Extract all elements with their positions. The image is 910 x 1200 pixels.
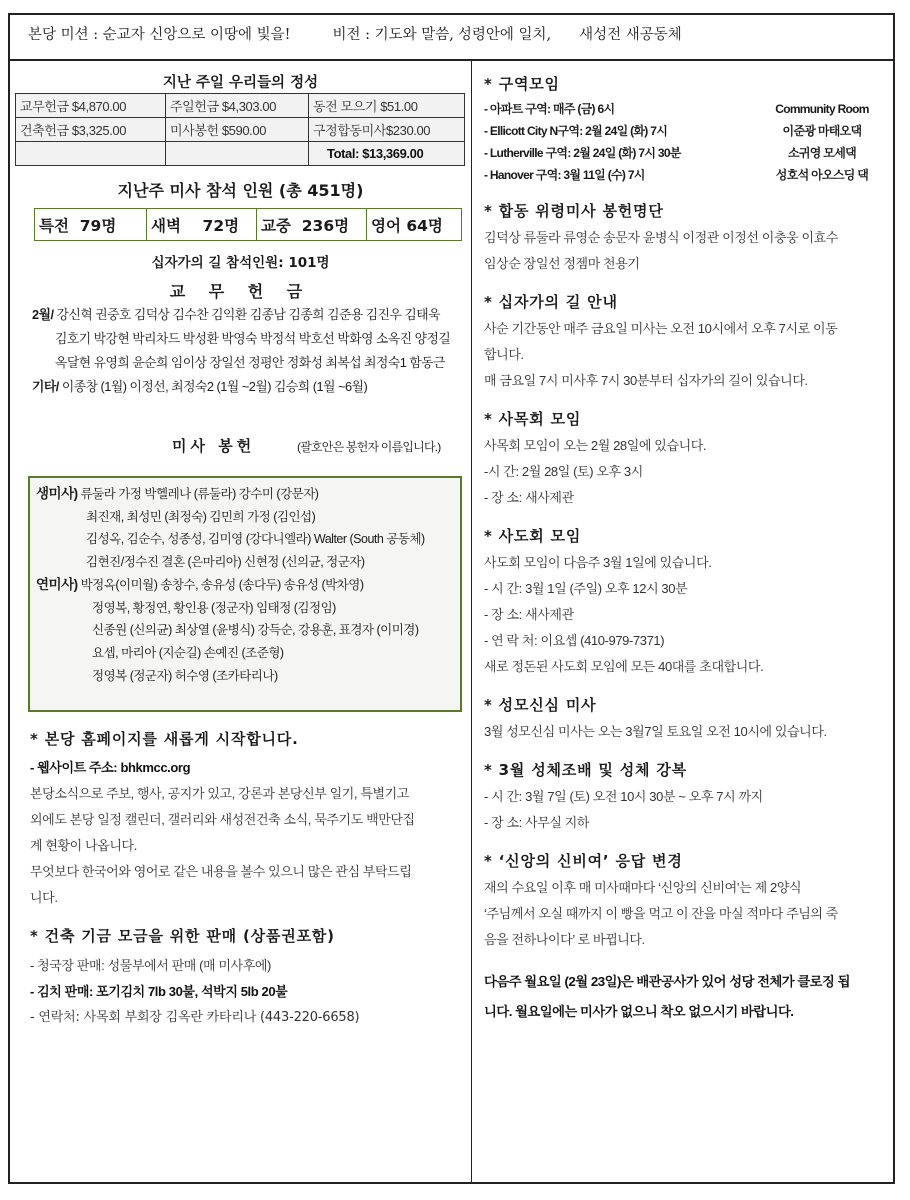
vision-item: 새성전 새공동체: [579, 27, 682, 43]
mystery-of-faith-section: [484, 850, 883, 953]
body-line: 사도회 모임이 다음주 3월 1일에 있습니다.: [484, 555, 712, 570]
table-cell: 주일헌금 $4,303.00: [166, 94, 309, 118]
district-when: - Ellicott City N구역: 2월 24일 (화) 7시: [484, 124, 668, 138]
body-line: 사목회 모임이 오는 2월 28일에 있습니다.: [484, 438, 707, 453]
district-where: Community Room: [775, 102, 869, 116]
left-column: [10, 61, 472, 1182]
body-line: 매 금요일 7시 미사후 7시 30분부터 십자가의 길이 있습니다.: [484, 373, 808, 388]
marian-mass-section: [484, 694, 883, 745]
homepage-section: [10, 728, 471, 911]
mass-line: 김현진/정수진 결혼 (은마리아) 신현정 (신의균, 정군자): [86, 555, 365, 570]
pastoral-council-section: [484, 408, 883, 511]
section-title: * 본당 홈페이지를 새롭게 시작합니다.: [30, 730, 299, 748]
vision-item: 성령안에 일치,: [457, 27, 552, 43]
donor-line: 김호기 박강현 박리차드 박성환 박영숙 박정석 박호선 박화영 소옥진 양정길: [55, 331, 451, 346]
right-column: [472, 61, 893, 1182]
mass-line: 김성옥, 김순수, 성종성, 김미영 (강다니엘라) Walter (South 공동체): [86, 532, 425, 547]
table-cell: 미사봉헌 $590.00: [166, 118, 309, 142]
donor-line: 강신혁 권중호 김덕상 김수찬 김익환 김종남 김종희 김준용 김진우 김태욱: [56, 307, 440, 322]
body-line: - 시 간: 3월 1일 (주일) 오후 12시 30분: [484, 581, 688, 596]
district-when: - 아파트 구역: 매주 (금) 6시: [484, 102, 615, 116]
fundraising-sale-section: [10, 925, 471, 1031]
body-line: 새로 정돈된 사도회 모임에 모든 40대를 초대합니다.: [484, 659, 764, 674]
body-line: - 김치 판매: 포기김치 7lb 30불, 석박지 5lb 20불: [30, 984, 288, 999]
mass-line: 류둘라 가정 박헬레나 (류둘라) 강수미 (강문자): [80, 487, 319, 501]
donor-line: 이종창 (1월) 이정선, 최정숙2 (1월 ~2월) 김승희 (1월 ~6월): [61, 379, 368, 394]
memorial-mass-section: [484, 200, 883, 277]
section-title: * 구역모임: [484, 75, 560, 93]
district-meeting-section: [484, 73, 883, 186]
offering-table: [15, 93, 465, 166]
attendance-cell: [257, 209, 367, 241]
attendance-count: 72명: [202, 216, 240, 235]
website-link[interactable]: - 웹사이트 주소: bhkmcc.org: [30, 760, 191, 775]
attendance-label: 새벽: [151, 216, 181, 235]
body-line: 사순 기간동안 매주 금요일 미사는 오전 10시에서 오후 7시로 이동: [484, 321, 838, 336]
table-row: [16, 142, 465, 166]
donor-line: 옥달현 유영희 윤순희 임이상 장일선 정평안 정화성 최복섭 최정숙1 함동근: [55, 355, 445, 370]
table-cell: 교무헌금 $4,870.00: [16, 94, 166, 118]
month-label: 2월/: [32, 307, 54, 322]
table-cell: 건축헌금 $3,325.00: [16, 118, 166, 142]
body-line: ‘주님께서 오실 때까지 이 빵을 먹고 이 잔을 마실 적마다 주님의 죽: [484, 906, 838, 921]
attendance-cell: [35, 209, 147, 241]
body-line: 본당소식으로 주보, 행사, 공지가 있고, 강론과 본당신부 일기, 특별기고: [30, 786, 409, 801]
mass-line: 정영복, 황정연, 황인용 (정군자) 임태정 (김정임): [92, 600, 336, 615]
living-mass-label: 생미사): [36, 486, 78, 501]
attendance-count: 236명: [301, 216, 350, 235]
table-cell: 동전 모으기 $51.00: [309, 94, 465, 118]
kyomu-title: 교 무 헌 금: [169, 282, 312, 301]
body-line: -시 간: 2월 28일 (토) 오후 3시: [484, 464, 643, 479]
apostolate-section: [484, 525, 883, 680]
attendance-count: 64명: [406, 216, 443, 235]
notice-line: 다음주 월요일 (2월 23일)은 배관공사가 있어 성당 전체가 클로징 됩: [484, 974, 850, 989]
district-when: - Lutherville 구역: 2월 24일 (화) 7시 30분: [484, 146, 681, 160]
district-row: [484, 98, 883, 120]
body-line: 무엇보다 한국어와 영어로 같은 내용을 볼수 있으니 많은 관심 부탁드립: [30, 864, 412, 879]
table-row: [16, 118, 465, 142]
mass-offering-note: (괄호안은 봉헌자 이름입니다.): [297, 440, 441, 454]
body-line: 외에도 본당 일정 캘린더, 갤러리와 새성전건축 소식, 묵주기도 백만단집: [30, 812, 415, 827]
district-row: [484, 164, 883, 186]
parish-vision: 비전 : 기도와 말씀,: [332, 27, 454, 43]
section-title: * 3월 성체조배 및 성체 강복: [484, 761, 687, 779]
mass-offering-title: 미사 봉헌: [172, 437, 256, 455]
mass-offering-header: [10, 435, 471, 465]
body-line: - 장 소: 사무실 지하: [484, 815, 590, 830]
kyomu-donor-list: [10, 303, 471, 399]
attendance-label: 영어: [371, 216, 401, 235]
attendance-label: 특전: [39, 216, 69, 235]
stations-attendance: 십자가의 길 참석인원: 101명: [151, 255, 330, 271]
body-line: - 장 소: 새사제관: [484, 490, 574, 505]
mission-vision-banner: [8, 13, 895, 59]
mass-offering-box: [28, 476, 462, 712]
body-line: - 시 간: 3월 7일 (토) 오전 10시 30분 ~ 오후 7시 까지: [484, 789, 763, 804]
bulletin-page: [8, 59, 895, 1184]
section-title: * 성모신심 미사: [484, 696, 597, 714]
mass-line: 정영복 (정군자) 허수영 (조카타리나): [92, 668, 278, 683]
district-where: 이준광 마태오댁: [782, 124, 862, 138]
mass-line: 최진재, 최성민 (최정숙) 김민희 가정 (김인섭): [86, 509, 316, 524]
closure-notice: [484, 967, 883, 1027]
body-line: 계 현황이 나옵니다.: [30, 838, 137, 853]
body-line: 음을 전하나이다’ 로 바뀝니다.: [484, 932, 645, 947]
table-row: [16, 94, 465, 118]
mass-line: 박정옥(이미월) 송창수, 송유성 (송다두) 송유성 (박차영): [80, 577, 364, 592]
attendance-label: 교중: [261, 216, 291, 235]
section-title: * 십자가의 길 안내: [484, 293, 618, 311]
stations-section: [484, 291, 883, 394]
section-title: * 사도회 모임: [484, 527, 582, 545]
section-title: * 사목회 모임: [484, 410, 582, 428]
mass-line: 요셉, 마리아 (지순길) 손예진 (조준형): [92, 645, 284, 660]
memorial-mass-label: 연미사): [36, 576, 78, 592]
table-cell: 구정합동미사$230.00: [309, 118, 465, 142]
district-when: - Hanover 구역: 3월 11일 (수) 7시: [484, 168, 645, 182]
body-line: - 장 소: 새사제관: [484, 607, 574, 622]
table-cell: [166, 142, 309, 166]
notice-line: 니다. 월요일에는 미사가 없으니 착오 없으시기 바랍니다.: [484, 1004, 794, 1019]
body-line: 3월 성모신심 미사는 오는 3월7일 토요일 오전 10시에 있습니다.: [484, 724, 827, 739]
body-line: - 청국장 판매: 성물부에서 판매 (매 미사후에): [30, 958, 271, 973]
body-line: - 연 락 처: 이요셉 (410-979-7371): [484, 633, 665, 648]
district-row: [484, 142, 883, 164]
district-row: [484, 120, 883, 142]
offering-total: Total: $13,369.00: [309, 142, 465, 166]
body-line: 임상순 장일선 정젬마 천용기: [484, 256, 640, 271]
district-where: 소귀영 모세댁: [788, 146, 856, 160]
section-title: * 건축 기금 모금을 위한 판매 (상품권포함): [30, 927, 335, 945]
attendance-title: 지난주 미사 참석 인원 (총 451명): [117, 181, 364, 200]
etc-label: 기타/: [32, 379, 59, 394]
body-line: 니다.: [30, 890, 58, 905]
attendance-cell: [147, 209, 257, 241]
attendance-table: [34, 208, 462, 241]
parish-mission: 본당 미션 : 순교자 신앙으로 이땅에 빛을!: [28, 27, 291, 43]
section-title: * ‘신앙의 신비여’ 응답 변경: [484, 852, 683, 870]
attendance-cell: [367, 209, 462, 241]
body-line: 김덕상 류둘라 류영순 송문자 윤병식 이정관 이정선 이충웅 이효수: [484, 230, 838, 245]
table-cell: [16, 142, 166, 166]
body-line: 합니다.: [484, 347, 524, 362]
adoration-section: [484, 759, 883, 836]
district-where: 성호석 아오스딩 댁: [775, 168, 869, 182]
contact-line: - 연락처: 사목회 부회장 김옥란 카타리나 (443-220-6658): [30, 1010, 360, 1025]
attendance-count: 79명: [79, 216, 117, 235]
table-row: [35, 209, 462, 241]
offering-title: 지난 주일 우리들의 정성: [162, 75, 319, 91]
body-line: 재의 수요일 이후 매 미사때마다 ‘신앙의 신비여’는 제 2양식: [484, 880, 802, 895]
mass-line: 신종원 (신의균) 최상열 (윤병식) 강득순, 강용훈, 표경자 (이미경): [92, 623, 419, 638]
section-title: * 합동 위령미사 봉헌명단: [484, 202, 664, 220]
